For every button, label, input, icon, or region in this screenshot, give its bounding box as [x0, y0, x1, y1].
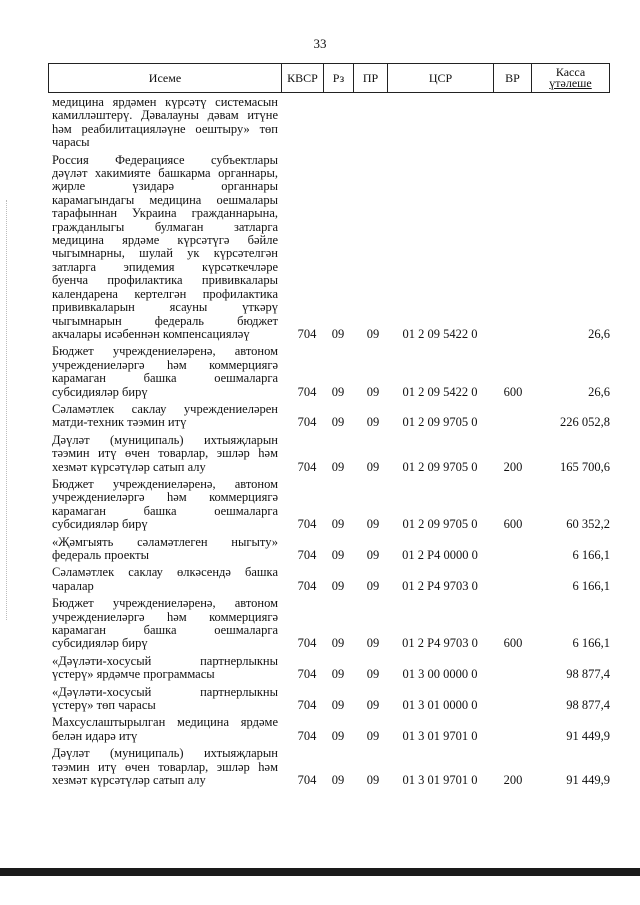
row-pr: 09 [366, 384, 380, 399]
row-name-line: Бюджет учреждениеләренә, автоном [52, 596, 278, 611]
row-pr: 09 [366, 326, 380, 341]
row-sum: 91 449,9 [566, 728, 610, 743]
row-pr: 09 [366, 578, 380, 593]
row-pr: 09 [366, 548, 380, 562]
table-row [52, 403, 612, 430]
row-name-line: Бюджет учреждениеләренә, автоном [52, 476, 278, 491]
row-kvsr: 704 [297, 415, 317, 430]
header-sum [531, 64, 610, 92]
row-name-line: карамаган башка оешмаларга [52, 623, 278, 638]
row-name-line: җирле үзидарә органнары [52, 179, 278, 194]
row-pr: 09 [366, 517, 380, 532]
row-name [52, 536, 278, 563]
row-name-line: чарасы [52, 135, 90, 150]
row-name-line: гражданлыгы булмаган затларга [52, 219, 278, 234]
row-name-line: карамагындагы медицина оешмалары [52, 192, 278, 207]
row-kvsr: 704 [297, 326, 317, 341]
row-name [52, 566, 278, 593]
row-kvsr: 704 [297, 636, 317, 651]
row-name-line: прививкаларын ясауны үткәрү [52, 300, 278, 315]
row-name-line: субсидияләр бирү [52, 517, 148, 532]
header-vr: ВР [493, 64, 531, 92]
table-row [52, 716, 612, 743]
row-name-line: хезмәт күрсәтүләр сатып алу [52, 459, 206, 474]
row-kvsr: 704 [297, 667, 317, 682]
row-name-line: карамаган башка оешмаларга [52, 503, 278, 518]
row-name-line: «Дәүләти-хосусый партнерлыкны [52, 684, 278, 699]
row-rz: 09 [331, 384, 345, 399]
row-name [52, 597, 278, 651]
row-rz: 09 [331, 326, 345, 341]
header-kvsr: КВСР [281, 64, 323, 92]
row-kvsr: 704 [297, 698, 317, 713]
row-name [52, 154, 278, 342]
table-row [52, 597, 612, 651]
row-name-line: федераль проекты [52, 548, 150, 562]
row-kvsr: 704 [297, 728, 317, 743]
row-rz: 09 [331, 517, 345, 532]
row-name-line: «Дәүләти-хосусый партнерлыкны [52, 653, 278, 668]
row-name [52, 478, 278, 532]
row-name-line: карамаган башка оешмаларга [52, 371, 278, 386]
row-kvsr: 704 [297, 384, 317, 399]
row-sum: 6 166,1 [572, 578, 610, 593]
row-name [52, 716, 278, 743]
row-vr: 200 [503, 459, 523, 474]
row-kvsr: 704 [297, 517, 317, 532]
row-rz: 09 [331, 698, 345, 713]
row-name [52, 345, 278, 399]
table-row [52, 154, 612, 342]
row-csr: 01 2 09 9705 0 [402, 517, 478, 532]
scan-bottom-edge [0, 868, 640, 876]
table-row [52, 655, 612, 682]
row-sum: 26,6 [588, 384, 610, 399]
row-name-line: үстерү» ярдәмче программасы [52, 667, 215, 682]
row-name [52, 434, 278, 474]
row-sum: 165 700,6 [560, 459, 610, 474]
row-csr: 01 3 01 0000 0 [402, 698, 478, 713]
row-csr: 01 2 09 5422 0 [402, 384, 478, 399]
row-sum: 6 166,1 [572, 636, 610, 651]
table-row [52, 478, 612, 532]
row-rz: 09 [331, 578, 345, 593]
row-name-line: учреждениеләргә һәм коммерциягә [52, 490, 278, 505]
row-pr: 09 [366, 667, 380, 682]
row-name-line: Дәүләт (муниципаль) ихтыяҗларын [52, 746, 278, 761]
row-csr: 01 2 Р4 9703 0 [402, 636, 478, 651]
header-csr: ЦСР [387, 64, 493, 92]
row-name-line: матди-техник тәэмин итү [52, 415, 187, 430]
table-row [52, 686, 612, 713]
row-name-line: акчалары исәбеннән компенсацияләү [52, 326, 250, 341]
row-name-line: хезмәт күрсәтүләр сатып алу [52, 773, 206, 788]
row-name-line: дәүләт хакимияте башкарма органнары, [52, 166, 278, 181]
row-name-line: «Җәмгыять сәламәтлеген ныгыту» [52, 534, 278, 549]
table-row [52, 747, 612, 787]
row-sum: 98 877,4 [566, 698, 610, 713]
row-name-line: субсидияләр бирү [52, 384, 148, 399]
row-name-line: чаралар [52, 578, 94, 593]
header-sum-line2: үтәлеше [549, 76, 592, 90]
row-name-line: затларга эпидемия күрсәткечләре [52, 259, 278, 274]
row-csr: 01 2 09 5422 0 [402, 326, 478, 341]
row-rz: 09 [331, 459, 345, 474]
row-name-line: чыгымнарны, шулай ук күрсәтелгән [52, 246, 278, 261]
row-sum: 226 052,8 [560, 415, 610, 430]
row-rz: 09 [331, 728, 345, 743]
table-row [52, 345, 612, 399]
row-name-line: Бюджет учреждениеләренә, автоном [52, 344, 278, 359]
row-pr: 09 [366, 459, 380, 474]
row-name-line: чыгымнарын федераль бюджет [52, 313, 278, 328]
row-pr: 09 [366, 773, 380, 788]
table-row [52, 96, 612, 150]
row-sum: 26,6 [588, 326, 610, 341]
row-csr: 01 3 00 0000 0 [402, 667, 478, 682]
row-name [52, 655, 278, 682]
row-kvsr: 704 [297, 548, 317, 562]
row-pr: 09 [366, 415, 380, 430]
row-csr: 01 3 01 9701 0 [402, 728, 478, 743]
row-sum: 98 877,4 [566, 667, 610, 682]
row-name [52, 96, 278, 150]
row-name [52, 403, 278, 430]
header-pr: ПР [353, 64, 387, 92]
page-number: 33 [313, 36, 327, 51]
row-pr: 09 [366, 698, 380, 713]
row-kvsr: 704 [297, 578, 317, 593]
row-name-line: буенча профилактика прививкалары [52, 273, 278, 288]
row-name-line: учреждениеләргә һәм коммерциягә [52, 609, 278, 624]
row-vr: 600 [503, 517, 523, 532]
row-name-line: Сәламәтлек саклау өлкәсендә башка [52, 565, 278, 580]
row-rz: 09 [331, 773, 345, 788]
row-rz: 09 [331, 636, 345, 651]
row-vr: 600 [503, 636, 523, 651]
scan-margin-mark [6, 200, 8, 620]
table-row [52, 434, 612, 474]
row-name-line: субсидияләр бирү [52, 636, 148, 651]
row-name-line: календарена кертелгән профилактика [52, 286, 278, 301]
row-name-line: Россия Федерациясе субъектлары [52, 152, 278, 167]
row-name-line: тәэмин итү өчен товарлар, эшләр һәм [52, 759, 278, 774]
table-row [52, 566, 612, 593]
row-name-line: үстерү» төп чарасы [52, 698, 156, 713]
row-name-line: Сәламәтлек саклау учреждениеләрен [52, 401, 278, 416]
row-name-line: тәэмин итү өчен товарлар, эшләр һәм [52, 446, 278, 461]
row-pr: 09 [366, 728, 380, 743]
row-csr: 01 2 Р4 9703 0 [402, 578, 478, 593]
row-name-line: учреждениеләргә һәм коммерциягә [52, 357, 278, 372]
row-csr: 01 2 09 9705 0 [402, 415, 478, 430]
row-name-line: медицина ярдәме күрсәтүгә бәйле [52, 233, 278, 248]
header-rz: Рз [323, 64, 353, 92]
row-kvsr: 704 [297, 773, 317, 788]
row-rz: 09 [331, 667, 345, 682]
row-vr: 600 [503, 384, 523, 399]
row-csr: 01 2 09 9705 0 [402, 459, 478, 474]
row-name [52, 686, 278, 713]
row-name-line: Дәүләт (муниципаль) ихтыяҗларын [52, 432, 278, 447]
row-name-line: Махсуслаштырылган медицина ярдәме [52, 715, 278, 730]
row-kvsr: 704 [297, 459, 317, 474]
table-body [52, 96, 612, 792]
row-csr: 01 3 01 9701 0 [402, 773, 478, 788]
row-sum: 60 352,2 [566, 517, 610, 532]
row-rz: 09 [331, 415, 345, 430]
header-sum-line1: Касса [555, 65, 586, 79]
row-sum: 6 166,1 [572, 548, 610, 562]
row-name-line: белән идарә итү [52, 728, 138, 743]
table-row [52, 536, 612, 563]
row-sum: 91 449,9 [566, 773, 610, 788]
header-name: Исеме [48, 64, 281, 92]
table-header [48, 63, 610, 93]
row-rz: 09 [331, 548, 345, 562]
row-name-line: һәм реабилитацияләүне оештыру» төп [52, 121, 278, 136]
row-vr: 200 [503, 773, 523, 788]
row-name [52, 747, 278, 787]
row-name-line: медицина ярдәмен күрсәтү системасын [52, 95, 278, 109]
row-name-line: тарафыннан Украина гражданнарына, [52, 206, 278, 221]
row-csr: 01 2 Р4 0000 0 [402, 548, 478, 562]
row-pr: 09 [366, 636, 380, 651]
row-name-line: камилләштерү. Дәвалауны дәвам итүне [52, 108, 278, 123]
